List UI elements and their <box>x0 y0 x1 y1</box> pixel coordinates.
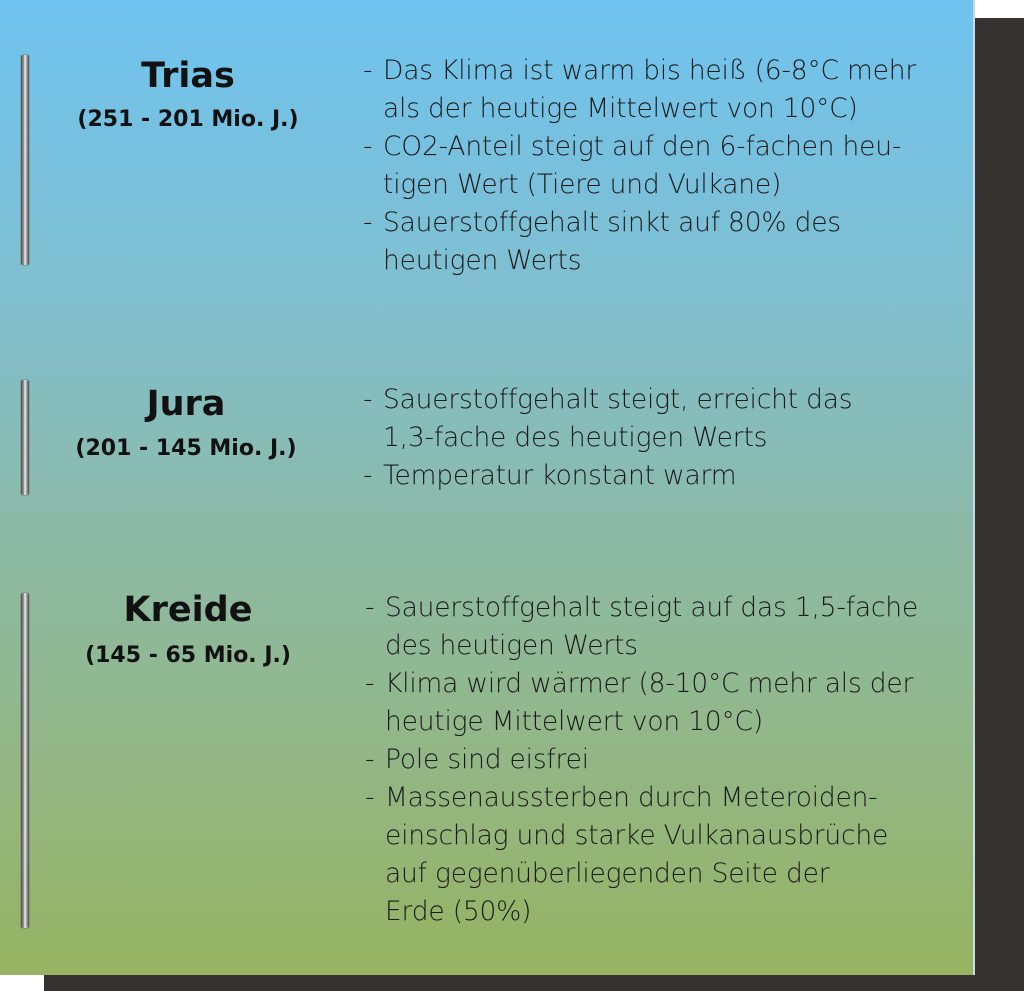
note-item: - Pole sind eisfrei <box>365 741 970 779</box>
note-item: - Massenaussterben durch Meteroiden- einschlag und starke Vulkanausbrüche auf gegenüberliegenden Seite der Erde (50%) <box>365 779 970 931</box>
period-marker-trias <box>21 55 29 265</box>
period-notes-kreide <box>365 589 970 931</box>
note-item: - Klima wird wärmer (8-10°C mehr als der heutige Mittelwert von 10°C) <box>365 665 970 741</box>
note-item: - Temperatur konstant warm <box>363 457 963 495</box>
period-range-kreide: (145 - 65 Mio. J.) <box>85 643 291 668</box>
period-range-jura: (201 - 145 Mio. J.) <box>75 436 297 461</box>
note-item: - Das Klima ist warm bis heiß (6-8°C mehr als der heutige Mittelwert von 10°C) <box>363 52 963 128</box>
period-title-jura: Jura <box>146 384 226 424</box>
note-item: - Sauerstoffgehalt sinkt auf 80% des heutigen Werts <box>363 204 963 280</box>
note-item: - CO2-Anteil steigt auf den 6-fachen heu- tigen Wert (Tiere und Vulkane) <box>363 128 963 204</box>
note-item: - Sauerstoffgehalt steigt auf das 1,5-fache des heutigen Werts <box>365 589 970 665</box>
period-title-kreide: Kreide <box>123 590 253 630</box>
period-range-trias: (251 - 201 Mio. J.) <box>77 107 299 132</box>
period-notes-trias <box>363 52 963 280</box>
note-item: - Sauerstoffgehalt steigt, erreicht das 1,3-fache des heutigen Werts <box>363 381 963 457</box>
period-title-trias: Trias <box>141 56 235 96</box>
period-notes-jura <box>363 381 963 495</box>
